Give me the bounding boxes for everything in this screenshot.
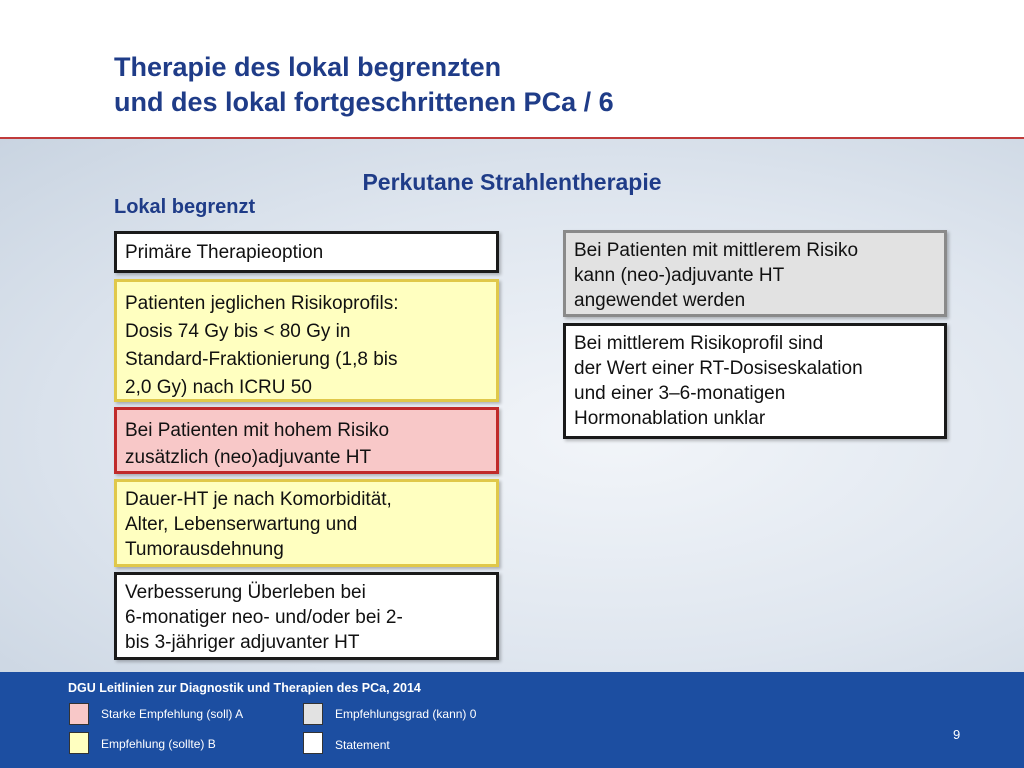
- legend-swatch-0: [303, 703, 323, 725]
- slide-subtitle: Perkutane Strahlentherapie: [362, 169, 662, 195]
- primary-option-box: [114, 231, 499, 273]
- box-text-line: Primäre Therapieoption: [125, 242, 324, 263]
- box-text-line: Patienten jeglichen Risikoprofils:: [125, 293, 399, 314]
- legend-label: Statement: [335, 738, 390, 752]
- legend-label: Empfehlung (sollte) B: [101, 737, 216, 751]
- box-text-line: zusätzlich (neo)adjuvante HT: [125, 447, 372, 468]
- legend-label: Starke Empfehlung (soll) A: [101, 707, 244, 721]
- legend-label: Empfehlungsgrad (kann) 0: [335, 707, 477, 721]
- page-number: 9: [953, 727, 961, 742]
- box-text-line: kann (neo-)adjuvante HT: [574, 265, 785, 286]
- dose-recommendation-box: [114, 279, 499, 402]
- source-citation: DGU Leitlinien zur Diagnostik und Therapien des PCa, 2014: [68, 681, 421, 695]
- box-text-line: bis 3-jähriger adjuvanter HT: [125, 632, 360, 653]
- legend-swatch-b: [69, 732, 89, 754]
- box-text-line: 6-monatiger neo- und/oder bei 2-: [125, 607, 403, 628]
- survival-statement-box: [114, 572, 499, 660]
- box-text-line: Bei Patienten mit hohem Risiko: [125, 420, 390, 441]
- box-text-line: Bei mittlerem Risikoprofil sind: [574, 333, 824, 354]
- intermediate-risk-statement-box: [563, 323, 947, 439]
- box-text-line: Bei Patienten mit mittlerem Risiko: [574, 240, 859, 261]
- box-text-line: Dauer-HT je nach Komorbidität,: [125, 489, 392, 510]
- high-risk-box: [114, 407, 499, 474]
- legend-swatch-a: [69, 703, 89, 725]
- slide-title: [114, 50, 614, 120]
- box-text-line: 2,0 Gy) nach ICRU 50: [125, 377, 312, 398]
- section-label: Lokal begrenzt: [114, 196, 256, 218]
- duration-ht-box: [114, 479, 499, 567]
- intermediate-risk-box: [563, 230, 947, 317]
- box-text-line: Hormonablation unklar: [574, 408, 766, 429]
- box-text-line: der Wert einer RT-Dosiseskalation: [574, 358, 863, 379]
- slide-title-line: Therapie des lokal begrenzten: [114, 52, 502, 82]
- box-text-line: und einer 3–6-monatigen: [574, 383, 786, 404]
- box-text-line: angewendet werden: [574, 290, 746, 311]
- slide-title-line: und des lokal fortgeschrittenen PCa / 6: [114, 87, 614, 117]
- box-text-line: Dosis 74 Gy bis < 80 Gy in: [125, 321, 351, 342]
- box-text-line: Alter, Lebenserwartung und: [125, 514, 358, 535]
- legend-swatch-statement: [303, 732, 323, 754]
- box-text-line: Standard-Fraktionierung (1,8 bis: [125, 349, 398, 370]
- box-text-line: Verbesserung Überleben bei: [125, 582, 366, 603]
- box-text-line: Tumorausdehnung: [125, 539, 284, 560]
